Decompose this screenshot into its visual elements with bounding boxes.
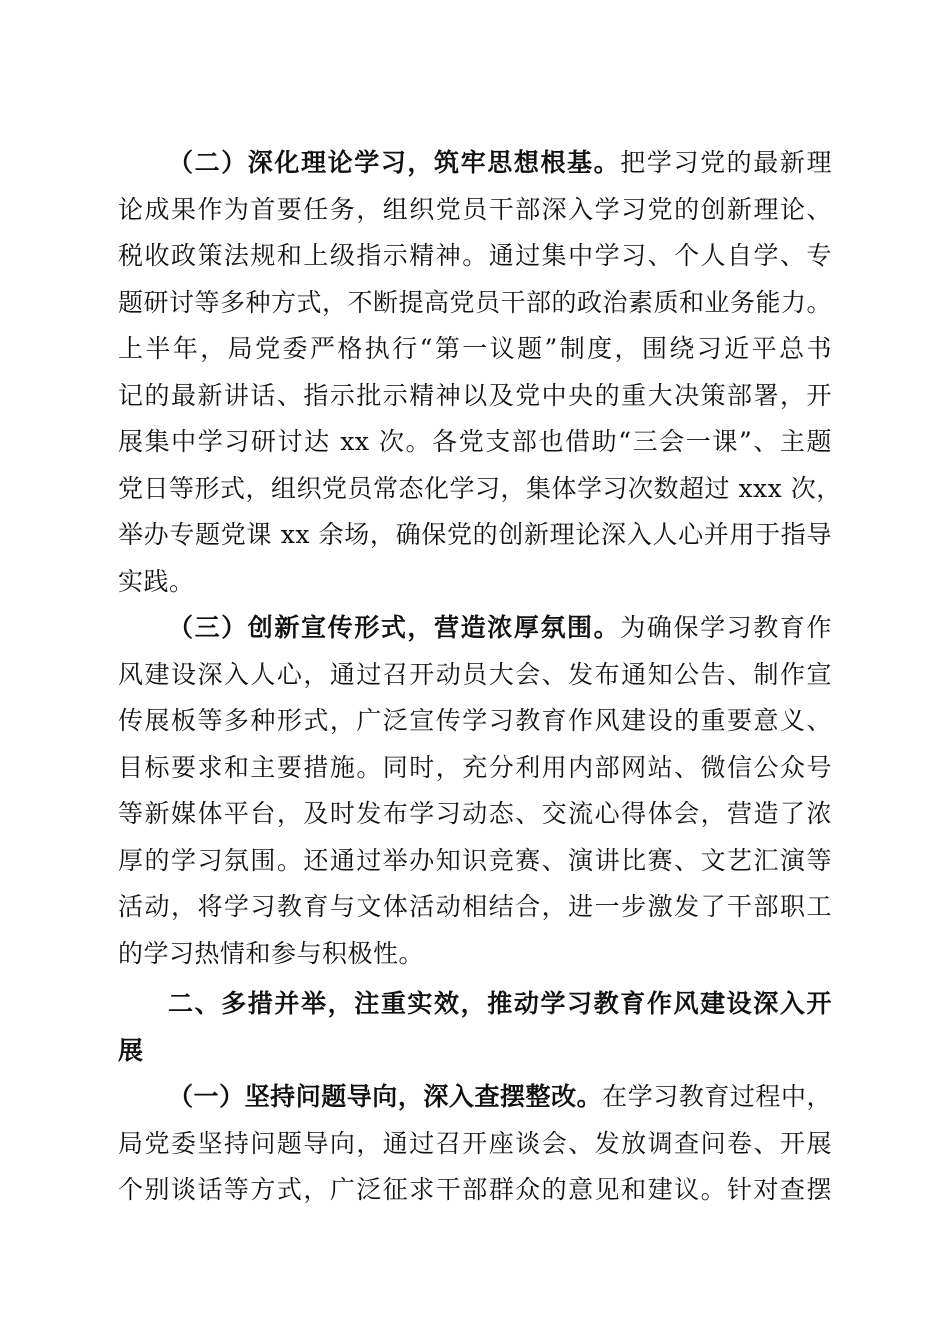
paragraph-deepen-theory-study: [118, 140, 842, 605]
text-line: 论成果作为首要任务，组织党员干部深入学习党的创新理论、: [118, 194, 832, 224]
text-line: 目标要求和主要措施。同时，充分利用内部网站、微信公众号: [118, 752, 832, 782]
text-line: 活动，将学习教育与文体活动相结合，进一步激发了干部职工: [118, 892, 832, 921]
paragraph-lead: （二）深化理论学习，筑牢思想根基。: [168, 148, 621, 177]
paragraph-innovate-publicity: [118, 605, 832, 977]
text-line: （二）深化理论学习，筑牢思想根基。把学习党的最新理: [168, 148, 832, 177]
paragraph-lead: （三）创新宣传形式，营造浓厚氛围。: [168, 613, 621, 642]
text-line: 的学习热情和参与积极性。: [118, 938, 425, 968]
text-line: 厚的学习氛围。还通过举办知识竞赛、演讲比赛、文艺汇演等: [118, 845, 832, 875]
paragraph-problem-oriented: [118, 1074, 832, 1214]
text-line: 实践。: [118, 566, 195, 596]
text-line: 展集中学习研讨达 xx 次。各党支部也借助“三会一课”、主题: [118, 427, 832, 456]
section-heading-line: 二、多措并举，注重实效，推动学习教育作风建设深入开: [168, 989, 832, 1018]
text-line: 记的最新讲话、指示批示精神以及党中央的重大决策部署，开: [118, 380, 832, 410]
section-heading-line: 展: [118, 1035, 144, 1065]
text-line: 党日等形式，组织党员常态化学习，集体学习次数超过 xxx 次，: [118, 473, 842, 503]
text-line: 传展板等多种形式，广泛宣传学习教育作风建设的重要意义、: [118, 706, 832, 735]
section-heading: [118, 981, 832, 1074]
text-line: 上半年，局党委严格执行“第一议题”制度，围绕习近平总书: [118, 334, 832, 363]
text-line: 税收政策法规和上级指示精神。通过集中学习、个人自学、专: [118, 241, 832, 270]
text-line: 个别谈话等方式，广泛征求干部群众的意见和建议。针对查摆: [118, 1175, 832, 1204]
text-line: 局党委坚持问题导向，通过召开座谈会、发放调查问卷、开展: [118, 1128, 832, 1158]
text-line: 等新媒体平台，及时发布学习动态、交流心得体会，营造了浓: [118, 799, 832, 828]
text-line: 题研讨等多种方式，不断提高党员干部的政治素质和业务能力。: [118, 287, 833, 317]
document-page: [118, 140, 842, 1214]
text-line: 风建设深入人心，通过召开动员大会、发布通知公告、制作宣: [118, 659, 832, 689]
text-line: 举办专题党课 xx 余场，确保党的创新理论深入人心并用于指导: [118, 520, 832, 549]
paragraph-lead: （一）坚持问题导向，深入查摆整改。: [168, 1082, 603, 1111]
text-line: （一）坚持问题导向，深入查摆整改。在学习教育过程中，: [168, 1082, 832, 1111]
text-line: （三）创新宣传形式，营造浓厚氛围。为确保学习教育作: [168, 613, 832, 642]
